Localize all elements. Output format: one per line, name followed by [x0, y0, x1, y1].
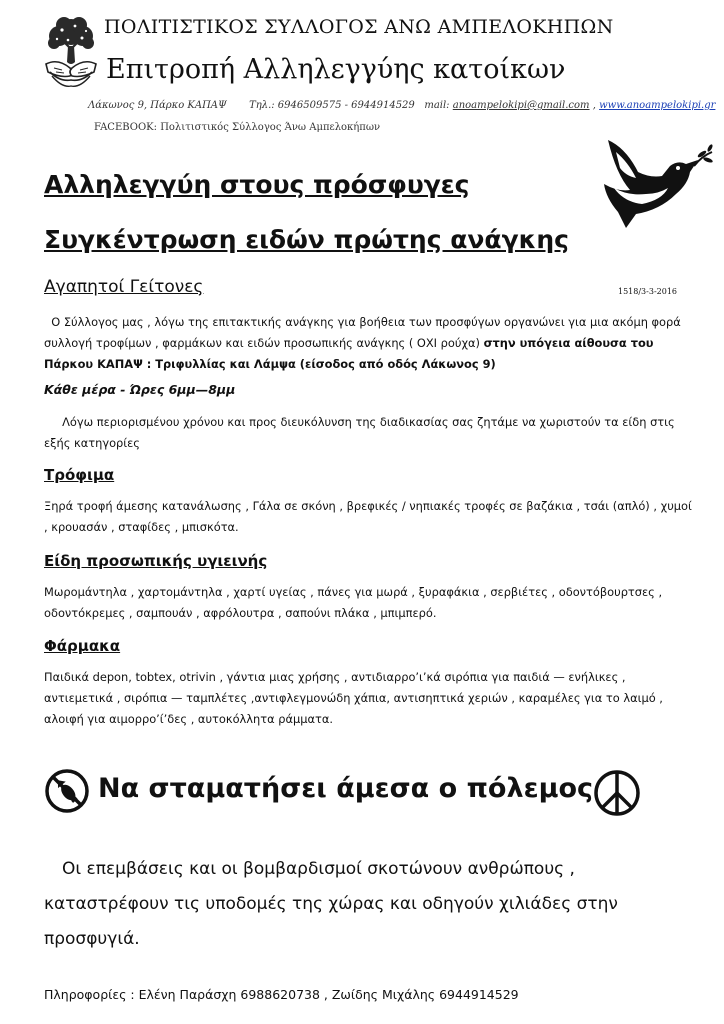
war-paragraph: Οι επεμβάσεις και οι βομβαρδισμοί σκοτώνουν ανθρώπους , καταστρέφουν τις υποδομές της χώρας και οδηγούν χιλιάδες στην προσφυγιά. [44, 859, 618, 949]
intro-location: στην υπόγεια αίθουσα του Πάρκου ΚΑΠΑΨ : Τριφυλλίας και Λάμψα (είσοδος από οδός Λάκωνος 9) [44, 336, 654, 371]
facebook-line: FACEBOOK: Πολιτιστικός Σύλλογος Άνω Αμπελοκήπων [94, 122, 381, 133]
document-reference: 1518/3-3-2016 [618, 287, 677, 296]
war-heading: Να σταματήσει άμεσα ο πόλεμος [98, 773, 594, 804]
schedule: Κάθε μέρα - Ώρες 6μμ—8μμ [44, 382, 236, 397]
committee-title: Επιτροπή Αλληλεγγύης κατοίκων [106, 54, 566, 85]
request-text: Λόγω περιορισμένου χρόνου και προς διευκόλυνση της διαδικασίας σας ζητάμε να χωριστούν τα είδη στις εξής κατηγορίες [44, 415, 675, 450]
main-heading-1: Αλληλεγγύη στους πρόσφυγες [44, 170, 470, 199]
category-food-text: Ξηρά τροφή άμεσης κατανάλωσης , Γάλα σε σκόνη , βρεφικές / νηπιακές τροφές σε βαζάκια , τσάι (απλό) , χυμοί , κρουασάν , σταφίδες , μπισκότα. [44, 499, 692, 534]
intro-paragraph [44, 312, 694, 375]
website-link[interactable]: www.anoampelokipi.gr [599, 100, 716, 111]
email-link[interactable]: anoampelokipi@gmail.com [452, 100, 590, 111]
separator: , [592, 100, 596, 111]
mail-label: mail: [424, 100, 450, 111]
peace-sign-icon [592, 768, 642, 818]
category-food-title: Τρόφιμα [44, 466, 115, 484]
request-paragraph [44, 412, 694, 454]
address: Λάκωνος 9, Πάρκο ΚΑΠΑΨ [88, 100, 227, 111]
org-title: ΠΟΛΙΤΙΣΤΙΚΟΣ ΣΥΛΛΟΓΟΣ ΑΝΩ ΑΜΠΕΛΟΚΗΠΩΝ [104, 16, 614, 38]
main-heading-2: Συγκέντρωση ειδών πρώτης ανάγκης [44, 225, 569, 254]
no-bomb-icon [44, 768, 90, 814]
tree-hands-logo [40, 12, 102, 92]
category-meds-text: Παιδικά depon, tobtex, otrivin , γάντια μιας χρήσης , αντιδιαρρο’ι’κά σιρόπια για παιδιά — ενήλικες , αντιεμετικά , σιρόπια — ταμπλέτες ,αντιφλεγμονώδη χάπια, αντισηπτικά χεριών , καραμέλες για το λαιμό , αλοιφή για αιμορρο’ί’δες , αυτοκόλλητα ράμματα. [44, 670, 663, 726]
category-meds-title: Φάρμακα [44, 637, 121, 655]
dove-icon [598, 132, 716, 232]
info-footer: Πληροφορίες : Ελένη Παράσχη 6988620738 , Ζωίδης Μιχάλης 6944914529 [44, 987, 519, 1002]
contact-line [88, 100, 715, 111]
greeting: Αγαπητοί Γείτονες [44, 277, 204, 297]
category-hygiene-title: Είδη προσωπικής υγιεινής [44, 552, 268, 570]
category-hygiene-text: Μωρομάντηλα , χαρτομάντηλα , χαρτί υγείας , πάνες για μωρά , ξυραφάκια , σερβιέτες , οδοντόβουρτσες , οδοντόκρεμες , σαμπουάν , αφρόλουτρα , σαπούνι πλάκα , μπιμπερό. [44, 585, 663, 620]
intro-text: O Σύλλογος μας , λόγω της επιτακτικής ανάγκης για βοήθεια των προσφύγων οργανώνει για μια ακόμη φορά συλλογή τροφίμων , φαρμάκων και ειδών προσωπικής ανάγκης ( ΟΧΙ ρούχα) [44, 315, 681, 350]
phone: Τηλ.: 6946509575 - 6944914529 [249, 100, 415, 111]
